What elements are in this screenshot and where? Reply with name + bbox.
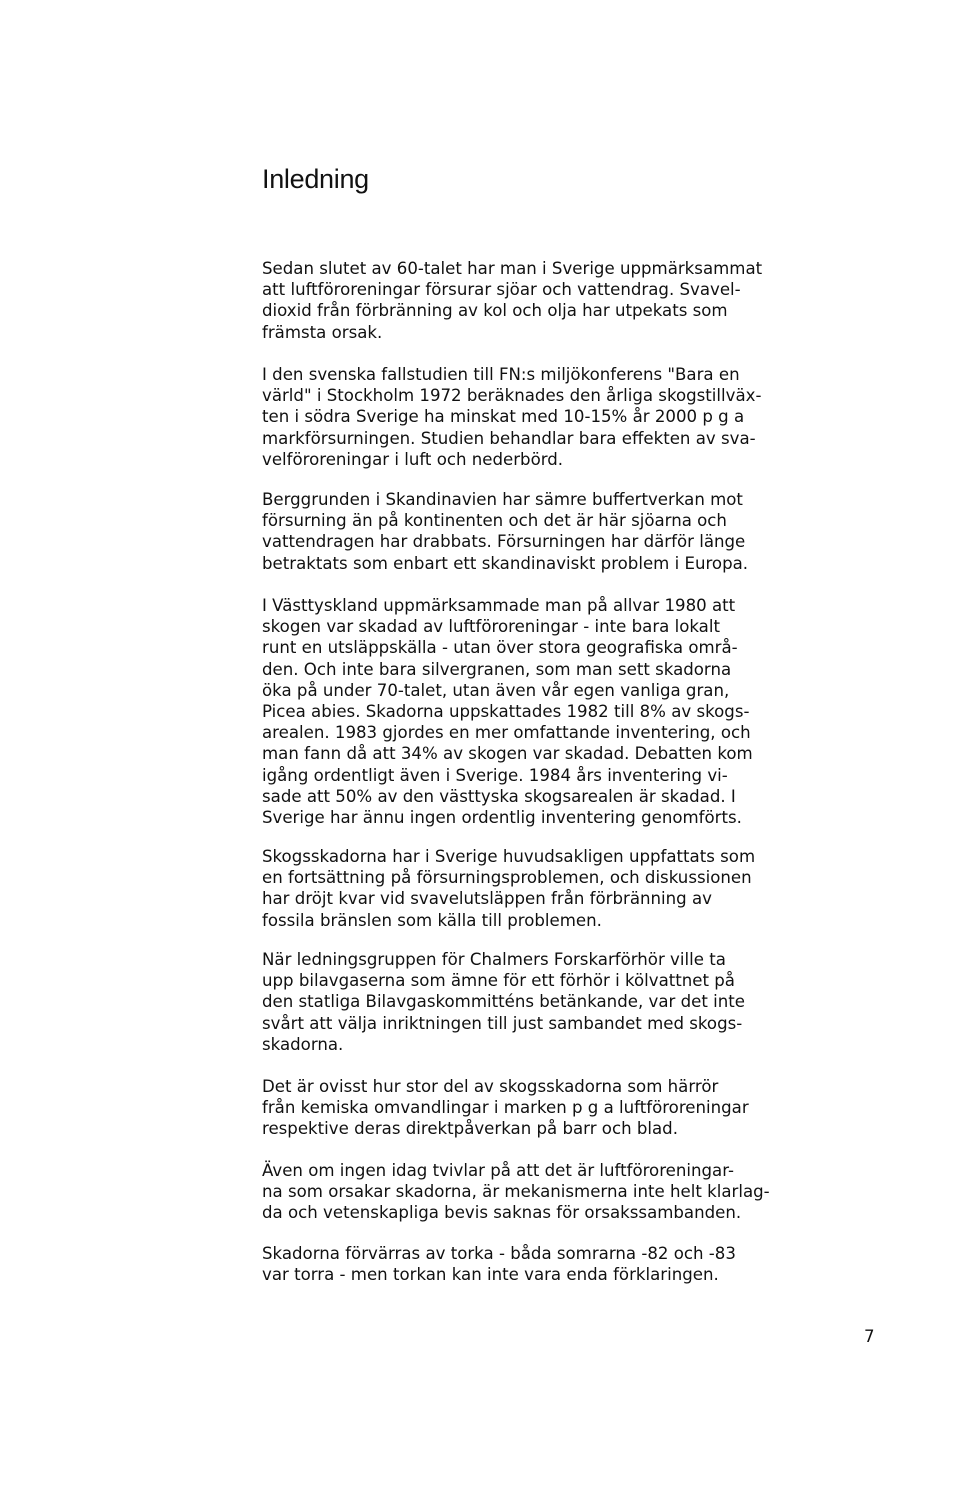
paragraph-7: Det är ovisst hur stor del av skogsskadorna som härrör från kemiska omvandlingar i marken p g a luftföroreningar respektive deras direktpåverkan på barr och blad. bbox=[262, 1077, 749, 1139]
paragraph-6: När ledningsgruppen för Chalmers Forskarförhör ville ta upp bilavgaserna som ämne för ett förhör i kölvattnet på den statliga Bilavgaskommitténs betänkande, var det inte svårt att välja inriktningen till just sambandet med skogs- skadorna. bbox=[262, 950, 745, 1054]
paragraph-3: Berggrunden i Skandinavien har sämre buffertverkan mot försurning än på kontinenten och det är här sjöarna och vattendragen har drabbats. Försurningen har därför länge betraktats som enbart ett skandinaviskt problem i Europa. bbox=[262, 490, 749, 573]
paragraph-8: Även om ingen idag tvivlar på att det är luftföroreningar- na som orsakar skadorna, är mekanismerna inte helt klarlag- da och vetenskapliga bevis saknas för orsakssambanden. bbox=[262, 1161, 770, 1223]
paragraph-9: Skadorna förvärras av torka - båda somrarna -82 och -83 var torra - men torkan kan inte vara enda förklaringen. bbox=[262, 1244, 736, 1285]
page-number: 7 bbox=[864, 1327, 875, 1346]
paragraph-1: Sedan slutet av 60-talet har man i Sverige uppmärksammat att luftföroreningar försurar sjöar och vattendrag. Svavel- dioxid från förbränning av kol och olja har utpekats som främsta orsak. bbox=[262, 259, 763, 342]
paragraph-5: Skogsskadorna har i Sverige huvudsakligen uppfattats som en fortsättning på försurningsproblemen, och diskussionen har dröjt kvar vid svavelutsläppen från förbränning av fossila bränslen som källa till problemen. bbox=[262, 847, 756, 930]
paragraph-2: I den svenska fallstudien till FN:s miljökonferens "Bara en värld" i Stockholm 1972 beräknades den årliga skogstillväx- ten i södra Sverige ha minskat med 10-15% år 2000 p g a markförsurningen. Studien behandlar bara effekten av sva- velföroreningar i luft och nederbörd. bbox=[262, 365, 762, 469]
paragraph-4: I Västtyskland uppmärksammade man på allvar 1980 att skogen var skadad av luftföroreningar - inte bara lokalt runt en utsläppskälla - utan över stora geografiska områ- den. Och inte bara silvergranen, som man sett skadorna öka på under 70-talet, utan även vår egen vanliga gran, Picea abies. Skadorna uppskattades 1982 till 8% av skogs- arealen. 1983 gjordes en mer omfattande inventering, och man fann då att 34% av skogen var skadad. Debatten kom igång ordentligt även i Sverige. 1984 års inventering vi- sade att 50% av den västtyska skogsarealen är skadad. I Sverige har ännu ingen ordentlig inventering genomförts. bbox=[262, 596, 753, 828]
page-title: Inledning bbox=[262, 164, 369, 194]
